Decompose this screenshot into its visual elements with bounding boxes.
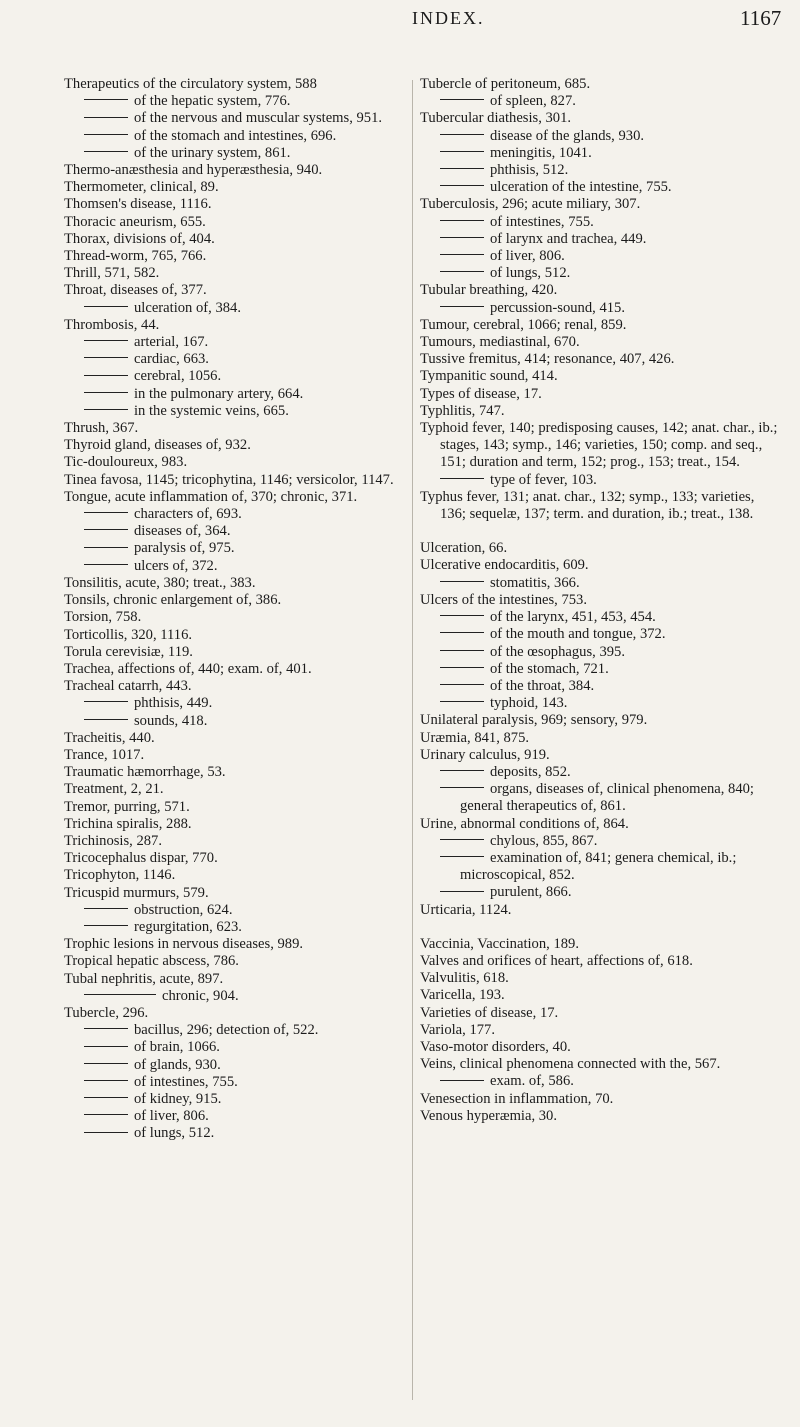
ditto-dash	[84, 117, 128, 118]
index-entry	[420, 712, 778, 729]
index-subentry	[64, 386, 404, 403]
entry-text: in the systemic veins, 665.	[134, 402, 289, 419]
entry-text: disease of the glands, 930.	[490, 127, 645, 144]
ditto-dash	[84, 1028, 128, 1029]
index-entry	[420, 1039, 778, 1056]
entry-text: obstruction, 624.	[134, 901, 233, 918]
ditto-dash	[84, 306, 128, 307]
entry-text: Unilateral paralysis, 969; sensory, 979.	[420, 712, 648, 729]
index-entry	[420, 1022, 778, 1039]
index-entry	[420, 282, 778, 299]
index-entry	[64, 489, 404, 506]
ditto-dash	[440, 615, 484, 616]
entry-text: cerebral, 1056.	[134, 368, 222, 385]
index-entry	[64, 609, 404, 626]
index-subentry	[64, 540, 404, 557]
ditto-dash	[440, 185, 484, 186]
ditto-dash	[440, 856, 484, 857]
index-entry	[64, 747, 404, 764]
ditto-dash	[440, 134, 484, 135]
ditto-dash	[84, 529, 128, 530]
column-divider	[412, 80, 413, 1400]
index-entry	[420, 1005, 778, 1022]
entry-text: Thoracic aneurism, 655.	[64, 213, 206, 230]
entry-text: Veins, clinical phenomena connected with the, 567.	[420, 1056, 721, 1073]
entry-text: Thrombosis, 44.	[64, 316, 160, 333]
index-subentry	[420, 609, 778, 626]
index-entry	[64, 867, 404, 884]
ditto-dash	[84, 99, 128, 100]
ditto-dash	[440, 168, 484, 169]
entry-text: stomatitis, 366.	[490, 574, 580, 591]
ditto-dash	[440, 151, 484, 152]
ditto-dash	[84, 1063, 128, 1064]
index-subentry	[420, 472, 778, 489]
entry-text: Tubercle, 296.	[64, 1004, 149, 1021]
index-subentry	[64, 1039, 404, 1056]
entry-text: characters of, 693.	[134, 506, 242, 523]
running-title: INDEX.	[412, 8, 485, 28]
entry-text: Treatment, 2, 21.	[64, 781, 164, 798]
entry-text: Venesection in inflammation, 70.	[420, 1090, 614, 1107]
index-entry	[420, 540, 778, 557]
index-subentry	[420, 695, 778, 712]
entry-text: Urticaria, 1124.	[420, 901, 512, 918]
index-entry	[420, 592, 778, 609]
entry-text: exam. of, 586.	[490, 1073, 574, 1090]
index-entry	[64, 76, 404, 93]
index-subentry	[64, 403, 404, 420]
entry-text: of intestines, 755.	[490, 213, 594, 230]
entry-text: Tubercular diathesis, 301.	[420, 110, 572, 127]
index-entry	[64, 627, 404, 644]
entry-text: Types of disease, 17.	[420, 385, 542, 402]
entry-text: Torticollis, 320, 1116.	[64, 626, 193, 643]
entry-text: percussion-sound, 415.	[490, 299, 625, 316]
entry-text: Therapeutics of the circulatory system, 588	[64, 76, 317, 92]
entry-text: in the pulmonary artery, 664.	[134, 385, 304, 402]
ditto-dash	[84, 357, 128, 358]
entry-text: of the larynx, 451, 453, 454.	[490, 609, 656, 626]
index-subentry	[64, 988, 404, 1005]
entry-text: Tussive fremitus, 414; resonance, 407, 426.	[420, 351, 675, 368]
entry-text: Thomsen's disease, 1116.	[64, 196, 212, 213]
index-subentry	[420, 248, 778, 265]
entry-text: of spleen, 827.	[490, 93, 576, 110]
ditto-dash	[84, 375, 128, 376]
index-entry	[420, 334, 778, 351]
entry-text: Thermometer, clinical, 89.	[64, 179, 219, 196]
ditto-dash	[84, 1114, 128, 1115]
index-entry	[64, 162, 404, 179]
ditto-dash	[440, 839, 484, 840]
index-subentry	[420, 179, 778, 196]
index-subentry	[420, 145, 778, 162]
index-entry	[64, 661, 404, 678]
entry-text: of the stomach, 721.	[490, 660, 609, 677]
index-subentry	[64, 1057, 404, 1074]
index-entry	[420, 1108, 778, 1125]
index-entry	[64, 317, 404, 334]
index-entry	[64, 420, 404, 437]
entry-text: ulcers of, 372.	[134, 557, 218, 574]
ditto-dash	[84, 512, 128, 513]
entry-text: of lungs, 512.	[490, 265, 571, 282]
ditto-dash	[440, 684, 484, 685]
entry-text: Tonsilitis, acute, 380; treat., 383.	[64, 574, 256, 591]
entry-text: deposits, 852.	[490, 763, 571, 780]
ditto-dash	[440, 650, 484, 651]
entry-text: examination of, 841; genera chemical, ib.; microscopical, 852.	[460, 849, 737, 884]
entry-text: of the throat, 384.	[490, 677, 595, 694]
entry-text: cardiac, 663.	[134, 351, 209, 368]
index-subentry	[64, 368, 404, 385]
index-entry	[420, 1091, 778, 1108]
index-subentry	[420, 678, 778, 695]
index-subentry	[420, 764, 778, 781]
entry-text: regurgitation, 623.	[134, 918, 242, 935]
index-subentry	[64, 128, 404, 145]
index-entry	[64, 885, 404, 902]
entry-text: chronic, 904.	[162, 987, 239, 1004]
entry-text: Tuberculosis, 296; acute miliary, 307.	[420, 196, 641, 213]
index-entry	[64, 592, 404, 609]
ditto-dash	[84, 1097, 128, 1098]
index-subentry	[64, 713, 404, 730]
index-column-right	[420, 76, 778, 1125]
ditto-dash	[440, 891, 484, 892]
entry-text: of the stomach and intestines, 696.	[134, 127, 337, 144]
index-subentry	[64, 334, 404, 351]
entry-text: Tropical hepatic abscess, 786.	[64, 953, 239, 970]
index-entry	[64, 764, 404, 781]
index-entry	[420, 987, 778, 1004]
entry-text: Trophic lesions in nervous diseases, 989.	[64, 936, 304, 953]
entry-text: Typhlitis, 747.	[420, 402, 505, 419]
ditto-dash	[440, 701, 484, 702]
ditto-dash	[440, 237, 484, 238]
index-subentry	[420, 162, 778, 179]
entry-text: phthisis, 512.	[490, 162, 569, 179]
ditto-dash	[440, 770, 484, 771]
ditto-dash	[84, 1080, 128, 1081]
entry-text: Urinary calculus, 919.	[420, 746, 550, 763]
index-entry	[64, 214, 404, 231]
index-entry	[64, 644, 404, 661]
ditto-dash	[84, 392, 128, 393]
index-subentry	[420, 833, 778, 850]
ditto-dash	[84, 409, 128, 410]
index-entry	[420, 420, 778, 472]
entry-text: Tricophyton, 1146.	[64, 867, 176, 884]
index-subentry	[64, 558, 404, 575]
entry-text: chylous, 855, 867.	[490, 832, 598, 849]
entry-text: Tonsils, chronic enlargement of, 386.	[64, 592, 282, 609]
entry-text: Thermo-anæsthesia and hyperæsthesia, 940.	[64, 162, 323, 179]
ditto-dash	[440, 271, 484, 272]
ditto-dash	[84, 340, 128, 341]
entry-text: Tracheal catarrh, 443.	[64, 678, 192, 695]
index-entry	[64, 437, 404, 454]
ditto-dash	[440, 254, 484, 255]
entry-text: paralysis of, 975.	[134, 540, 235, 557]
entry-text: sounds, 418.	[134, 712, 208, 729]
entry-text: Thrush, 367.	[64, 420, 139, 437]
entry-text: Trachea, affections of, 440; exam. of, 401.	[64, 660, 312, 677]
index-subentry	[64, 300, 404, 317]
index-subentry	[64, 145, 404, 162]
index-entry	[420, 196, 778, 213]
entry-text: Tricocephalus dispar, 770.	[64, 850, 218, 867]
ditto-dash	[84, 925, 128, 926]
entry-text: Throat, diseases of, 377.	[64, 282, 207, 299]
index-entry	[64, 833, 404, 850]
index-subentry	[64, 1022, 404, 1039]
index-entry	[420, 110, 778, 127]
entry-text: Tumour, cerebral, 1066; renal, 859.	[420, 316, 627, 333]
entry-text: Torsion, 758.	[64, 609, 142, 626]
entry-text: Tubercle of peritoneum, 685.	[420, 76, 591, 92]
ditto-dash	[84, 151, 128, 152]
index-subentry	[64, 1108, 404, 1125]
entry-text: Ulcerative endocarditis, 609.	[420, 557, 589, 574]
index-subentry	[64, 110, 404, 127]
index-entry	[64, 781, 404, 798]
entry-text: of the nervous and muscular systems, 951.	[134, 110, 383, 127]
index-subentry	[64, 1091, 404, 1108]
entry-text: Tic-douloureux, 983.	[64, 454, 188, 471]
ditto-dash	[440, 478, 484, 479]
entry-text: phthisis, 449.	[134, 695, 213, 712]
entry-text: of the mouth and tongue, 372.	[490, 626, 666, 643]
ditto-dash	[440, 581, 484, 582]
index-entry	[64, 1005, 404, 1022]
ditto-dash	[440, 632, 484, 633]
index-entry	[64, 953, 404, 970]
index-subentry	[64, 93, 404, 110]
index-entry	[420, 902, 778, 919]
page-number: 1167	[740, 6, 782, 30]
index-subentry	[420, 575, 778, 592]
entry-text: of kidney, 915.	[134, 1090, 222, 1107]
entry-text: of larynx and trachea, 449.	[490, 230, 647, 247]
index-entry	[420, 76, 778, 93]
index-entry	[64, 936, 404, 953]
section-gap	[420, 919, 778, 936]
entry-text: Venous hyperæmia, 30.	[420, 1107, 558, 1124]
entry-text: of glands, 930.	[134, 1056, 221, 1073]
ditto-dash	[84, 564, 128, 565]
entry-text: meningitis, 1041.	[490, 144, 592, 161]
index-entry	[64, 575, 404, 592]
ditto-dash	[84, 1046, 128, 1047]
index-entry	[64, 231, 404, 248]
entry-text: ulceration of the intestine, 755.	[490, 179, 672, 196]
section-gap	[420, 523, 778, 540]
index-entry	[64, 850, 404, 867]
entry-text: Valves and orifices of heart, affections of, 618.	[420, 952, 693, 969]
index-entry	[420, 816, 778, 833]
index-subentry	[64, 919, 404, 936]
entry-text: Tumours, mediastinal, 670.	[420, 334, 580, 351]
entry-text: Thorax, divisions of, 404.	[64, 230, 215, 247]
index-entry	[420, 970, 778, 987]
index-entry	[64, 454, 404, 471]
entry-text: diseases of, 364.	[134, 523, 231, 540]
index-entry	[64, 816, 404, 833]
entry-text: Tympanitic sound, 414.	[420, 368, 558, 385]
ditto-dash	[440, 306, 484, 307]
entry-text: Trichina spiralis, 288.	[64, 815, 192, 832]
entry-text: Typhoid fever, 140; predisposing causes, 142; anat. char., ib.; stages, 143; symp., 146; varieties, 150; comp. and seq., 151; duration and term, 152; prog., 153; treat., 154.	[420, 420, 778, 471]
entry-text: Vaccinia, Vaccination, 189.	[420, 935, 579, 952]
index-entry	[420, 1056, 778, 1073]
index-subentry	[64, 523, 404, 540]
index-entry	[420, 368, 778, 385]
entry-text: Varicella, 193.	[420, 987, 505, 1004]
index-subentry	[420, 93, 778, 110]
entry-text: Tinea favosa, 1145; tricophytina, 1146; versicolor, 1147.	[64, 471, 394, 488]
page-header	[0, 8, 800, 34]
index-entry	[64, 678, 404, 695]
index-subentry	[420, 850, 778, 884]
index-subentry	[420, 265, 778, 282]
ditto-dash	[84, 1132, 128, 1133]
entry-text: bacillus, 296; detection of, 522.	[134, 1022, 319, 1039]
entry-text: Trance, 1017.	[64, 746, 145, 763]
index-subentry	[420, 231, 778, 248]
entry-text: arterial, 167.	[134, 334, 209, 351]
index-subentry	[64, 1074, 404, 1091]
entry-text: of the hepatic system, 776.	[134, 93, 291, 110]
entry-text: type of fever, 103.	[490, 471, 597, 488]
entry-text: of brain, 1066.	[134, 1039, 220, 1056]
index-entry	[420, 557, 778, 574]
index-entry	[420, 936, 778, 953]
index-subentry	[420, 644, 778, 661]
ditto-dash	[84, 134, 128, 135]
index-entry	[64, 472, 404, 489]
ditto-dash	[440, 787, 484, 788]
index-entry	[64, 971, 404, 988]
ditto-dash	[84, 908, 128, 909]
entry-text: Ulceration, 66.	[420, 540, 508, 557]
entry-text: of liver, 806.	[490, 248, 565, 265]
entry-text: typhoid, 143.	[490, 695, 568, 712]
entry-text: Tubular breathing, 420.	[420, 282, 558, 299]
index-entry	[64, 179, 404, 196]
index-subentry	[420, 884, 778, 901]
entry-text: Ulcers of the intestines, 753.	[420, 591, 587, 608]
entry-text: Urine, abnormal conditions of, 864.	[420, 815, 629, 832]
index-entry	[420, 489, 778, 523]
ditto-dash	[84, 994, 156, 995]
entry-text: of the œsophagus, 395.	[490, 643, 625, 660]
entry-text: Thread-worm, 765, 766.	[64, 248, 207, 265]
index-subentry	[420, 626, 778, 643]
entry-text: Tracheitis, 440.	[64, 729, 155, 746]
entry-text: purulent, 866.	[490, 884, 572, 901]
index-entry	[420, 730, 778, 747]
index-subentry	[64, 506, 404, 523]
entry-text: Tricuspid murmurs, 579.	[64, 884, 209, 901]
ditto-dash	[84, 701, 128, 702]
entry-text: Varieties of disease, 17.	[420, 1004, 559, 1021]
ditto-dash	[440, 220, 484, 221]
index-entry	[420, 403, 778, 420]
entry-text: Trichinosis, 287.	[64, 832, 162, 849]
entry-text: ulceration of, 384.	[134, 299, 241, 316]
index-entry	[64, 265, 404, 282]
entry-text: Vaso-motor disorders, 40.	[420, 1038, 571, 1055]
ditto-dash	[440, 1080, 484, 1081]
index-subentry	[64, 902, 404, 919]
entry-text: of lungs, 512.	[134, 1125, 215, 1142]
index-entry	[420, 351, 778, 368]
index-entry	[420, 317, 778, 334]
entry-text: Torula cerevisiæ, 119.	[64, 643, 193, 660]
entry-text: Tongue, acute inflammation of, 370; chronic, 371.	[64, 488, 358, 505]
index-entry	[64, 248, 404, 265]
index-subentry	[420, 214, 778, 231]
entry-text: of the urinary system, 861.	[134, 144, 291, 161]
index-entry	[420, 953, 778, 970]
entry-text: of liver, 806.	[134, 1108, 209, 1125]
entry-text: Traumatic hæmorrhage, 53.	[64, 764, 226, 781]
index-entry	[64, 196, 404, 213]
index-subentry	[64, 1125, 404, 1142]
ditto-dash	[440, 99, 484, 100]
entry-text: Tremor, purring, 571.	[64, 798, 190, 815]
index-subentry	[420, 128, 778, 145]
index-entry	[420, 747, 778, 764]
index-subentry	[420, 1073, 778, 1090]
index-subentry	[420, 781, 778, 815]
ditto-dash	[84, 719, 128, 720]
index-subentry	[64, 695, 404, 712]
entry-text: Thrill, 571, 582.	[64, 265, 160, 282]
index-subentry	[64, 351, 404, 368]
index-entry	[420, 386, 778, 403]
entry-text: Tubal nephritis, acute, 897.	[64, 970, 224, 987]
entry-text: Thyroid gland, diseases of, 932.	[64, 437, 251, 454]
entry-text: organs, diseases of, clinical phenomena, 840; general therapeutics of, 861.	[460, 781, 754, 815]
index-entry	[64, 730, 404, 747]
index-entry	[64, 282, 404, 299]
index-column-left	[64, 76, 404, 1143]
entry-text: Typhus fever, 131; anat. char., 132; symp., 133; varieties, 136; sequelæ, 137; term. and duration, ib.; treat., 138.	[420, 488, 755, 523]
entry-text: Variola, 177.	[420, 1021, 495, 1038]
index-subentry	[420, 661, 778, 678]
index-subentry	[420, 300, 778, 317]
ditto-dash	[84, 547, 128, 548]
entry-text: Uræmia, 841, 875.	[420, 729, 530, 746]
entry-text: of intestines, 755.	[134, 1073, 238, 1090]
ditto-dash	[440, 667, 484, 668]
index-entry	[64, 799, 404, 816]
entry-text: Valvulitis, 618.	[420, 970, 509, 987]
